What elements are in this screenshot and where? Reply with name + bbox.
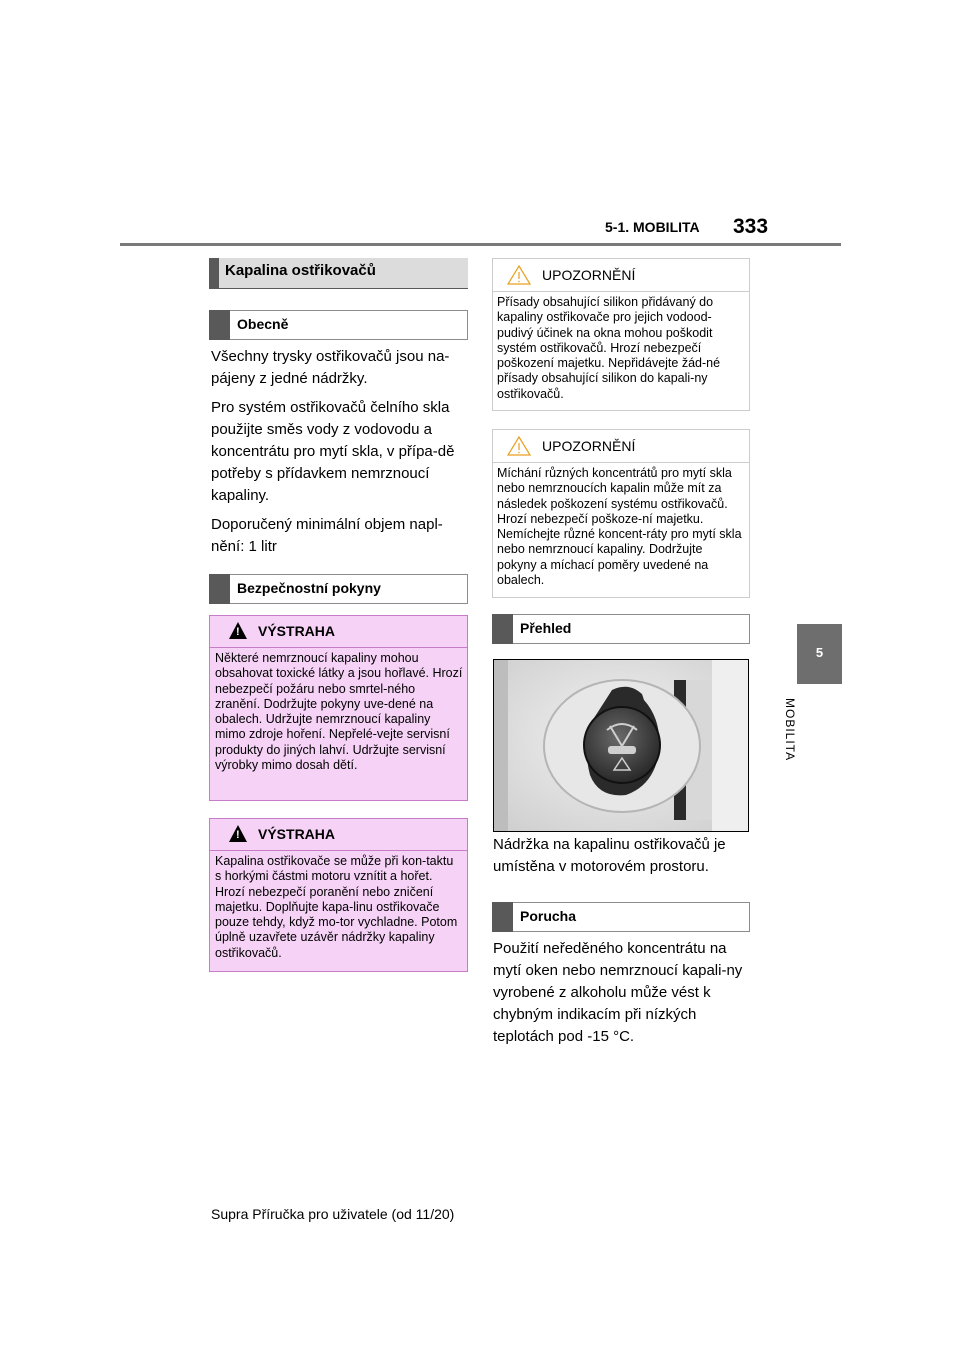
main-title — [209, 258, 468, 288]
caution-header — [493, 259, 749, 292]
subhead-obecne — [209, 310, 468, 340]
caution-header — [493, 430, 749, 463]
warning-icon — [229, 825, 247, 842]
subhead-accent-bar — [492, 614, 513, 644]
section-header: 5-1. MOBILITA — [605, 219, 700, 235]
title-accent-bar — [209, 258, 219, 288]
caution-text: Přísady obsahující silikon přidávaný do kapaliny ostřikovače pro jejich vodood-pudivý účinek na okna mohou poškodit systém ostřikovačů. Hrozí nebezpečí poškození majetku. Nepřidávejte žád-né přísady obsahující silikon do kapali-ny ostřikovačů. — [497, 295, 721, 401]
subhead-accent-bar — [209, 310, 230, 340]
warning-box — [209, 615, 468, 801]
subhead-accent-bar — [492, 902, 513, 932]
subhead-porucha-text: Porucha — [520, 908, 577, 924]
prehled-caption: Nádržka na kapalinu ostřikovačů je umístěna v motorovém prostoru. — [493, 836, 726, 875]
obecne-body — [211, 346, 473, 565]
main-title-rule — [209, 288, 468, 289]
warning-title: VÝSTRAHA — [258, 623, 336, 639]
page-number: 333 — [733, 215, 769, 238]
warning-text: Kapalina ostřikovače se může při kon-taktu s horkými částmi motoru vznítit a hořet. Hrozí nebezpečí poranění nebo zničení majetku. Doplňujte kapa-linu ostřikovače pouze tehdy, když mo-tor vychladne. Potom úplně uzavřete uzávěr nádržky kapaliny ostřikovačů. — [215, 854, 458, 960]
chapter-tab-label: MOBILITA — [783, 698, 797, 762]
washer-reservoir-photo — [493, 659, 749, 832]
subhead-bezpecnostni — [209, 574, 468, 604]
caution-text: Míchání různých koncentrátů pro mytí skla nebo nemrznoucích kapalin může mít za následek poškození systému ostřikovačů. Hrozí nebezpečí poškoze-ní majetku. Nemíchejte různé koncent-ráty pro mytí skla nebo nemrznoucí kapaliny. Dodržujte pokyny a míchací poměry uvedené na obalech. — [497, 466, 742, 588]
caution-icon — [507, 265, 531, 285]
warning-header — [210, 819, 467, 851]
warning-icon — [229, 622, 247, 639]
subhead-porucha — [492, 902, 750, 932]
caution-box — [492, 258, 750, 411]
subhead-obecne-text: Obecně — [237, 316, 289, 332]
warning-text: Některé nemrznoucí kapaliny mohou obsahovat toxické látky a jsou hořlavé. Hrozí nebezpečí požáru nebo smrtel-ného zranění. Dodržujte pokyny uve-dené na obalech. Udržujte nemrznoucí kapaliny mimo zdroje hoření. Nepřelé-vejte servisní produkty do jiných lahví. Udržujte servisní výrobky mimo dosah dětí. — [215, 651, 463, 773]
caution-box — [492, 429, 750, 598]
warning-title: VÝSTRAHA — [258, 826, 336, 842]
chapter-tab-number: 5 — [815, 645, 824, 660]
paragraph: Pro systém ostřikovačů čelního skla použijte směs vody z vodovodu a koncentrátu pro mytí skla, v přípa-dě potřeby s přídavkem nemrznoucí kapaliny. — [211, 399, 455, 504]
warning-box — [209, 818, 468, 972]
caution-icon — [507, 436, 531, 456]
main-title-text: Kapalina ostřikovačů — [225, 262, 376, 279]
caution-title: UPOZORNĚNÍ — [542, 267, 636, 283]
caution-title: UPOZORNĚNÍ — [542, 438, 636, 454]
paragraph: Doporučený minimální objem napl-nění: 1 litr — [211, 516, 443, 555]
subhead-accent-bar — [209, 574, 230, 604]
warning-header — [210, 616, 467, 648]
porucha-body: Použití neředěného koncentrátu na mytí oken nebo nemrznoucí kapali-ny vyrobené z alkoholu může vést k chybným indikacím při nízkých teplotách pod -15 °C. — [493, 940, 743, 1045]
subhead-bezpecnostni-text: Bezpečnostní pokyny — [237, 580, 381, 596]
header-rule — [120, 243, 841, 246]
paragraph: Všechny trysky ostřikovačů jsou na-pájeny z jedné nádržky. — [211, 348, 450, 387]
subhead-prehled — [492, 614, 750, 644]
page-footer: Supra Příručka pro uživatele (od 11/20) — [211, 1206, 455, 1222]
subhead-prehled-text: Přehled — [520, 620, 572, 636]
